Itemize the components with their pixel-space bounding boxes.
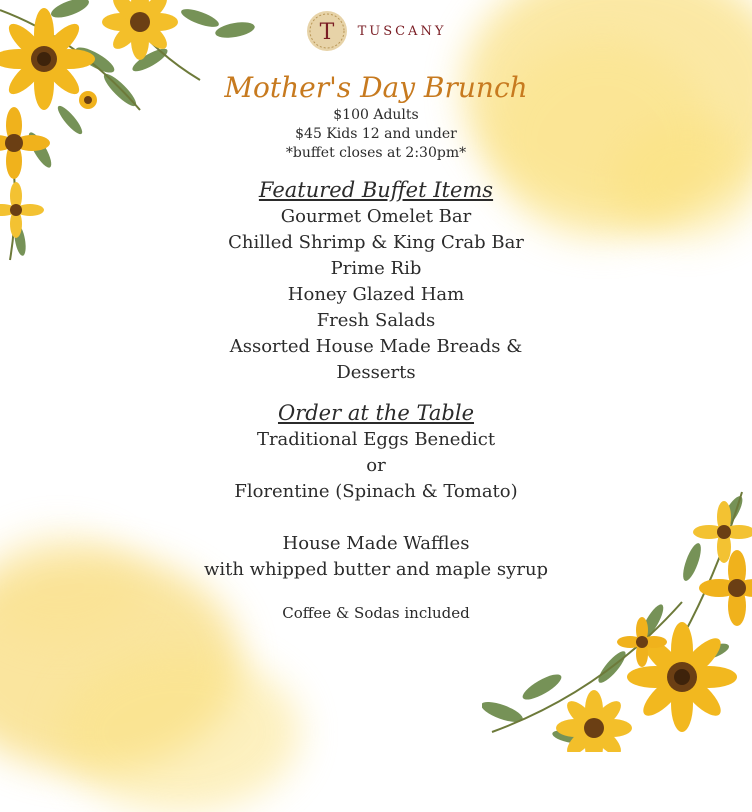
buffet-item: Fresh Salads [316, 310, 436, 331]
order-item: Florentine (Spinach & Tomato) [234, 481, 518, 502]
order-heading: Order at the Table [277, 401, 475, 425]
buffet-item: Desserts [336, 362, 416, 383]
order-item: or [366, 455, 386, 476]
buffet-item: Prime Rib [330, 258, 422, 279]
buffet-closing-note: *buffet closes at 2:30pm* [285, 145, 467, 161]
buffet-item: Assorted House Made Breads & [229, 336, 523, 357]
waffles-detail: with whipped butter and maple syrup [203, 559, 549, 580]
buffet-item: Gourmet Omelet Bar [280, 206, 472, 227]
footer-note: Coffee & Sodas included [282, 604, 470, 622]
sunflower-bottom-center [556, 690, 632, 752]
brand-seal-icon [306, 10, 348, 52]
order-item: Traditional Eggs Benedict [256, 429, 496, 450]
brand-seal-letter: T [319, 20, 334, 45]
buffet-item: Chilled Shrimp & King Crab Bar [228, 232, 524, 253]
page-title: Mother's Day Brunch [224, 71, 528, 104]
brand-logo [0, 10, 752, 52]
waffles-item: House Made Waffles [282, 533, 470, 554]
menu-content [0, 70, 752, 623]
price-kids: $45 Kids 12 and under [295, 126, 457, 142]
price-adults: $100 Adults [333, 107, 419, 123]
watercolor-wash-bottom-left-inner [60, 652, 300, 812]
buffet-heading: Featured Buffet Items [258, 178, 494, 202]
buffet-item: Honey Glazed Ham [287, 284, 465, 305]
brand-name: TUSCANY [357, 23, 447, 39]
